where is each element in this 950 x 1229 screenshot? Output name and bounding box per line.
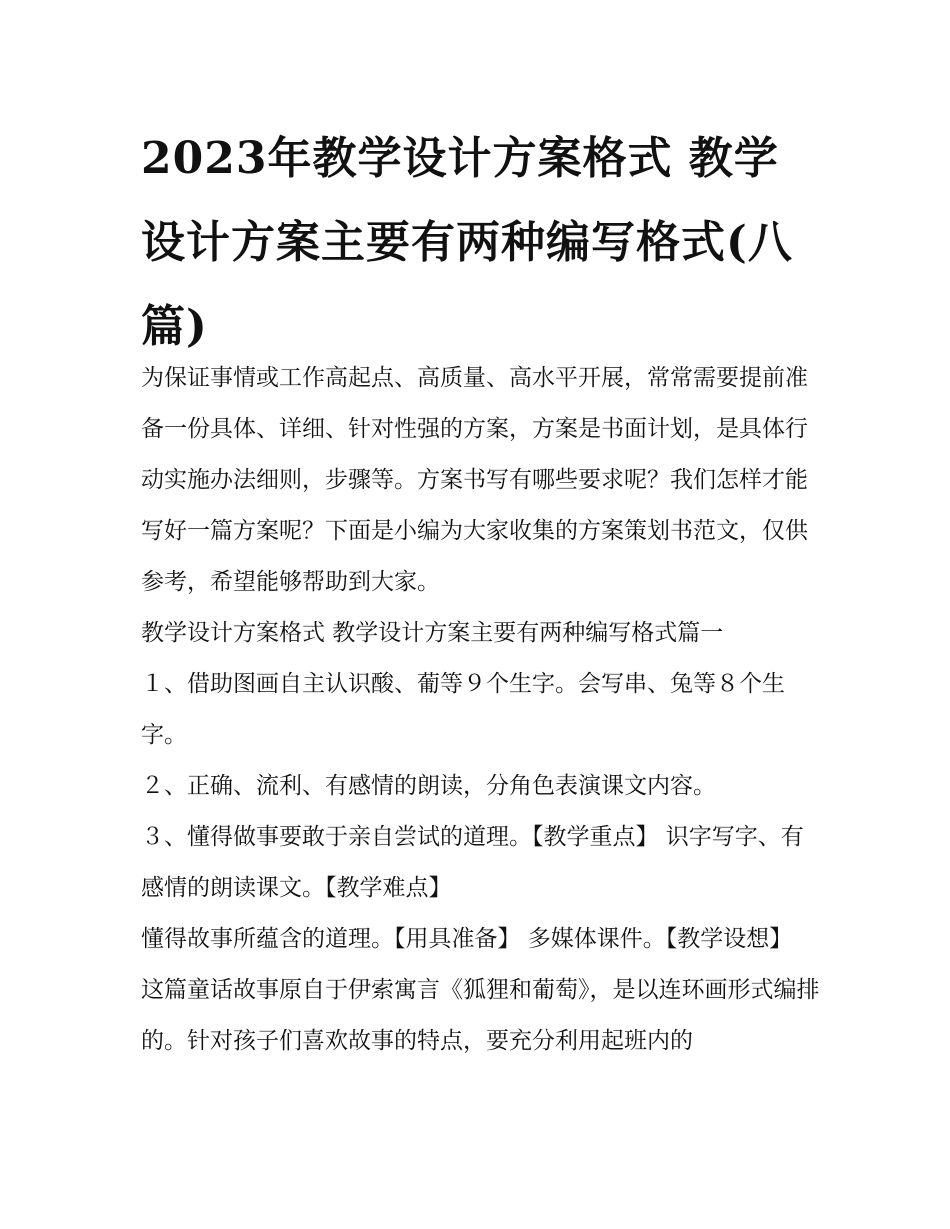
paragraph-item-2: ２、正确、流利、有感情的朗读，分角色表演课文内容。 [141, 773, 716, 799]
paragraph-intro: 为保证事情或工作高起点、高质量、高水平开展，常常需要提前准备一份具体、详细、针对性强的方案，方案是书面计划，是具体行动实施办法细则，步骤等。方案书写有哪些要求呢？我们怎样才能写好一篇方案呢？下面是小编为大家收集的方案策划书范文，仅供参考，希望能够帮助到大家。 [141, 365, 808, 595]
paragraph-section-heading: 教学设计方案格式 教学设计方案主要有两种编写格式篇一 [141, 620, 724, 646]
document-body [141, 353, 821, 1067]
paragraph-item-3: ３、懂得做事要敢于亲自尝试的道理。【教学重点】 识字写字、有感情的朗读课文。【教学难点】 [141, 824, 804, 901]
document-title: 2023年教学设计方案格式 教学设计方案主要有两种编写格式(八篇) [141, 133, 793, 352]
paragraph-preparation: 懂得故事所蕴含的道理。【用具准备】 多媒体课件。【教学设想】 [141, 926, 793, 952]
paragraph-item-1: １、借助图画自主认识酸、葡等９个生字。会写串、兔等８个生字。 [141, 671, 785, 748]
paragraph-design-idea: 这篇童话故事原自于伊索寓言《狐狸和葡萄》，是以连环画形式编排的。针对孩子们喜欢故事的特点，要充分利用起班内的 [141, 977, 820, 1054]
